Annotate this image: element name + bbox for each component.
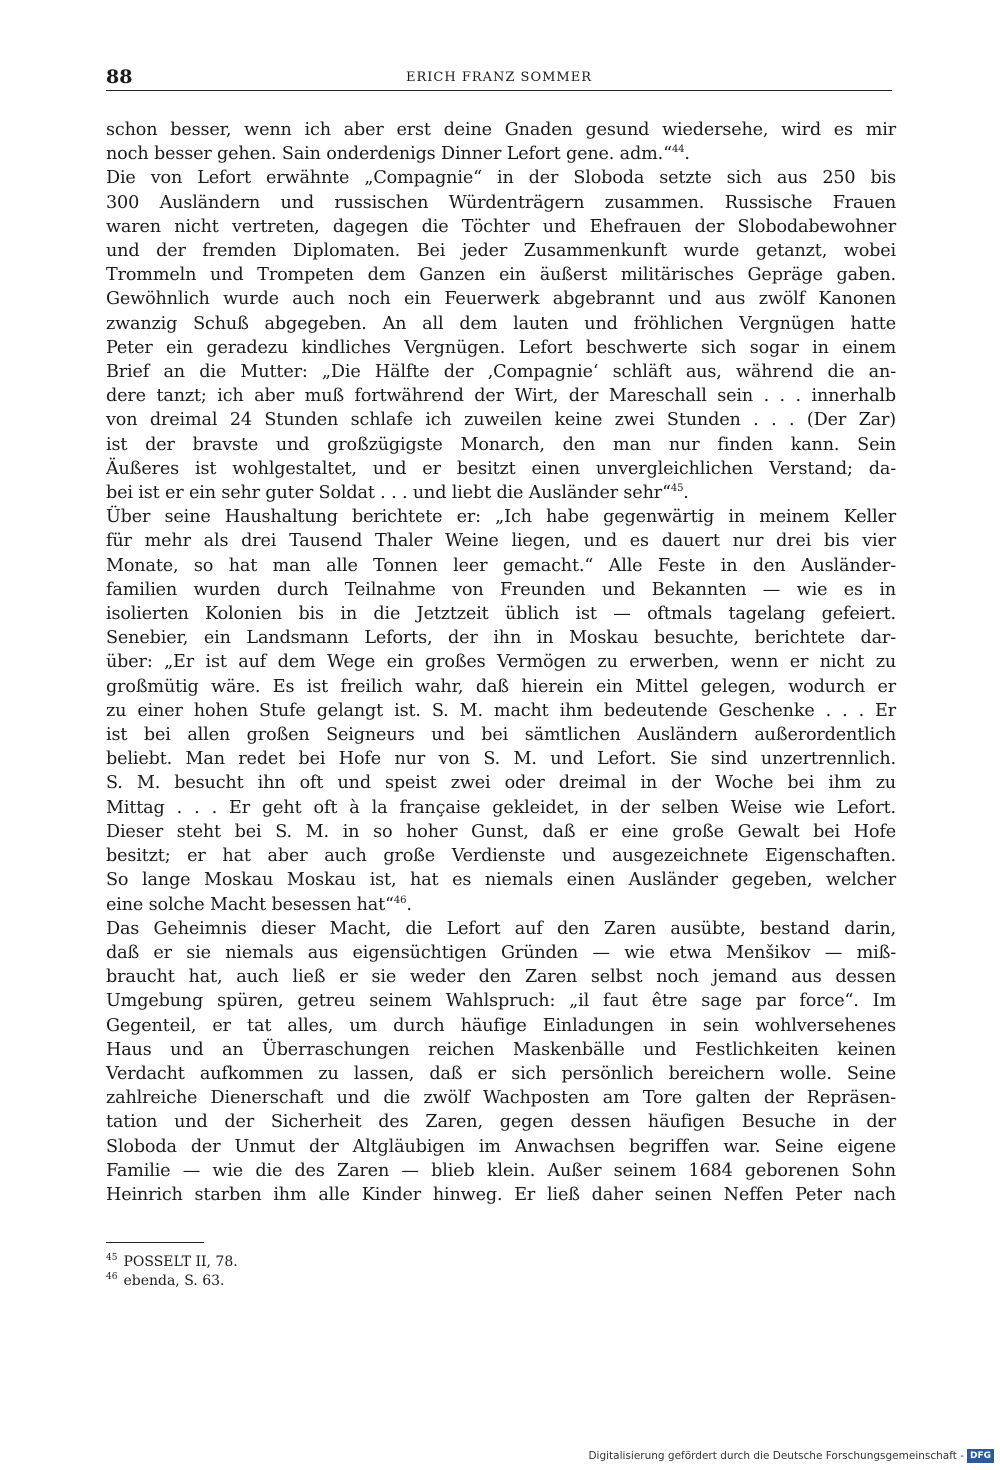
text-line <box>106 893 896 917</box>
text-line <box>106 312 896 336</box>
text-line <box>106 287 896 311</box>
text-line <box>106 1110 896 1134</box>
text-line <box>106 965 896 989</box>
text-line <box>106 1038 896 1062</box>
body-text <box>106 118 896 1207</box>
text-line <box>106 723 896 747</box>
text-line <box>106 118 896 142</box>
footnote-ref: 45 <box>670 483 684 495</box>
text-line-content: bei ist er ein sehr guter Soldat . . . und liebt die Ausländer sehr“ <box>106 483 671 504</box>
text-line <box>106 239 896 263</box>
text-line <box>106 868 896 892</box>
text-line <box>106 941 896 965</box>
text-line-content: Mittag . . . Er geht oft à la française gekleidet, in der selben Weise wie Lefort. <box>106 797 896 818</box>
text-line <box>106 626 896 650</box>
text-line <box>106 675 896 699</box>
footnote-text: ebenda, S. 63. <box>123 1273 225 1289</box>
footnote-text: POSSELT II, 78. <box>123 1254 238 1270</box>
text-line <box>106 1135 896 1159</box>
text-line-content: großmütig wäre. Es ist freilich wahr, daß hierein ein Mittel gelegen, wodurch er <box>106 676 896 697</box>
text-line-content: waren nicht vertreten, dagegen die Töchter und Ehefrauen der Slobodabewohner <box>106 216 896 237</box>
text-line-content: Peter ein geradezu kindliches Vergnügen. Lefort beschwerte sich sogar in einem <box>106 337 896 358</box>
text-line <box>106 989 896 1013</box>
text-line-content: beliebt. Man redet bei Hofe nur von S. M. und Lefort. Sie sind unzertrennlich. <box>106 749 896 770</box>
text-line-content: Gegenteil, er tat alles, um durch häufige Einladungen in sein wohlversehenes <box>106 1015 896 1036</box>
text-line-content: daß er sie niemals aus eigensüchtigen Gründen — wie etwa Menšikov — miß- <box>106 942 896 963</box>
text-line-content: Trommeln und Trompeten dem Ganzen ein äußerst militärisches Gepräge gaben. <box>106 265 896 286</box>
text-line-content: Brief an die Mutter: „Die Hälfte der ‚Compagnie‘ schläft aus, während die an- <box>106 362 896 383</box>
page-number: 88 <box>106 66 133 88</box>
text-line <box>106 457 896 481</box>
text-line <box>106 1183 896 1207</box>
text-line <box>106 433 896 457</box>
text-line <box>106 699 896 723</box>
text-line <box>106 263 896 287</box>
text-line <box>106 650 896 674</box>
text-line <box>106 529 896 553</box>
text-line-content: Die von Lefort erwähnte „Compagnie“ in der Sloboda setzte sich aus 250 bis <box>106 168 896 189</box>
footnote-divider <box>106 1242 204 1243</box>
running-head: ERICH FRANZ SOMMER <box>405 70 593 85</box>
text-line <box>106 166 896 190</box>
text-line <box>106 142 896 166</box>
page-header <box>106 66 892 91</box>
text-line-content: Familie — wie die des Zaren — blieb klein. Außer seinem 1684 geborenen Sohn <box>106 1160 896 1181</box>
text-line <box>106 384 896 408</box>
text-line-content: für mehr als drei Tausend Thaler Weine liegen, und es dauert nur drei bis vier <box>106 531 896 552</box>
text-line-content: eine solche Macht besessen hat“ <box>106 894 394 915</box>
text-line <box>106 771 896 795</box>
text-line <box>106 602 896 626</box>
text-line-content: Sloboda der Unmut der Altgläubigen im Anwachsen begriffen war. Seine eigene <box>106 1136 896 1157</box>
text-line-content: über: „Er ist auf dem Wege ein großes Vermögen zu erwerben, wenn er nicht zu <box>106 652 896 673</box>
text-line-end: . <box>683 483 689 504</box>
text-line-content: 300 Ausländern und russischen Würdenträgern zusammen. Russische Frauen <box>106 192 896 213</box>
text-line-content: noch besser gehen. Sain onderdenigs Dinner Lefort gene. adm.“ <box>106 144 672 165</box>
text-line <box>106 505 896 529</box>
text-line <box>106 917 896 941</box>
funding-credit-text: Digitalisierung gefördert durch die Deutsche Forschungsgemeinschaft - <box>588 1450 964 1462</box>
text-line <box>106 215 896 239</box>
funding-credit <box>588 1448 994 1464</box>
text-line-content: So lange Moskau Moskau ist, hat es niemals einen Ausländer gegeben, welcher <box>106 870 896 891</box>
text-line-content: Senebier, ein Landsmann Leforts, der ihn in Moskau besuchte, berichtete dar- <box>106 628 896 649</box>
text-line <box>106 408 896 432</box>
text-line <box>106 578 896 602</box>
text-line <box>106 844 896 868</box>
text-line-end: . <box>406 894 412 915</box>
text-line-content: Über seine Haushaltung berichtete er: „Ich habe gegenwärtig in meinem Keller <box>106 507 896 528</box>
text-line <box>106 1014 896 1038</box>
text-line-content: Umgebung spüren, getreu seinem Wahlspruch: „il faut être sage par force“. Im <box>106 991 896 1012</box>
text-line-content: Äußeres ist wohlgestaltet, und er besitzt einen unvergleichlichen Verstand; da- <box>106 458 896 479</box>
footnote-ref: 44 <box>671 144 685 156</box>
text-line-end: . <box>684 144 690 165</box>
text-line <box>106 481 896 505</box>
text-line-content: von dreimal 24 Stunden schlafe ich zuweilen keine zwei Stunden . . . (Der Zar) <box>106 410 896 431</box>
text-line-content: dere tanzt; ich aber muß fortwährend der Wirt, der Mareschall sein . . . innerhalb <box>106 386 896 407</box>
text-line-content: tation und der Sicherheit des Zaren, gegen dessen häufigen Besuche in der <box>106 1112 896 1133</box>
text-line-content: S. M. besucht ihn oft und speist zwei oder dreimal in der Woche bei ihm zu <box>106 773 896 794</box>
text-line-content: Verdacht aufkommen zu lassen, daß er sich persönlich bereichern wolle. Seine <box>106 1063 896 1084</box>
text-line <box>106 336 896 360</box>
text-line-content: ist bei allen großen Seigneurs und bei sämtlichen Ausländern außerordentlich <box>106 725 896 746</box>
text-line <box>106 191 896 215</box>
text-line-content: besitzt; er hat aber auch große Verdienste und ausgezeichnete Eigenschaften. <box>106 846 896 867</box>
text-line-content: familien wurden durch Teilnahme von Freunden und Bekannten — wie es in <box>106 579 896 600</box>
text-line-content: Dieser steht bei S. M. in so hoher Gunst, daß er eine große Gewalt bei Hofe <box>106 821 896 842</box>
text-line-content: ist der bravste und großzügigste Monarch, den man nur finden kann. Sein <box>106 434 896 455</box>
footnote-number: 45 <box>106 1253 118 1264</box>
footnote-item <box>106 1272 506 1291</box>
dfg-logo-icon: DFG <box>967 1449 994 1463</box>
text-line-content: Monate, so hat man alle Tonnen leer gemacht.“ Alle Feste in den Ausländer- <box>106 555 896 576</box>
text-line-content: Heinrich starben ihm alle Kinder hinweg. Er ließ daher seinen Neffen Peter nach <box>106 1184 896 1205</box>
text-line-content: Gewöhnlich wurde auch noch ein Feuerwerk abgebrannt und aus zwölf Kanonen <box>106 289 896 310</box>
footnote-ref: 46 <box>393 894 407 906</box>
footnotes <box>106 1253 506 1291</box>
text-line-content: zahlreiche Dienerschaft und die zwölf Wachposten am Tore galten der Repräsen- <box>106 1088 896 1109</box>
text-line-content: Das Geheimnis dieser Macht, die Lefort auf den Zaren ausübte, bestand darin, <box>106 918 896 939</box>
text-line-content: Haus und an Überraschungen reichen Maskenbälle und Festlichkeiten keinen <box>106 1039 896 1060</box>
text-line-content: zwanzig Schuß abgegeben. An all dem lauten und fröhlichen Vergnügen hatte <box>106 313 896 334</box>
text-line-content: und der fremden Diplomaten. Bei jeder Zusammenkunft wurde getanzt, wobei <box>106 241 896 262</box>
text-line <box>106 796 896 820</box>
text-line <box>106 1062 896 1086</box>
text-line <box>106 1086 896 1110</box>
text-line-content: schon besser, wenn ich aber erst deine Gnaden gesund wiedersehe, wird es mir <box>106 120 896 140</box>
text-line <box>106 1159 896 1183</box>
text-line <box>106 554 896 578</box>
text-line-content: zu einer hohen Stufe gelangt ist. S. M. macht ihm bedeutende Geschenke . . . Er <box>106 700 896 721</box>
text-line-content: isolierten Kolonien bis in die Jetztzeit üblich ist — oftmals tagelang gefeiert. <box>106 604 896 625</box>
footnote-item <box>106 1253 506 1272</box>
text-line <box>106 820 896 844</box>
text-line <box>106 747 896 771</box>
footnote-number: 46 <box>106 1272 118 1283</box>
text-line <box>106 360 896 384</box>
text-line-content: braucht hat, auch ließ er sie weder den Zaren selbst noch jemand aus dessen <box>106 967 896 988</box>
